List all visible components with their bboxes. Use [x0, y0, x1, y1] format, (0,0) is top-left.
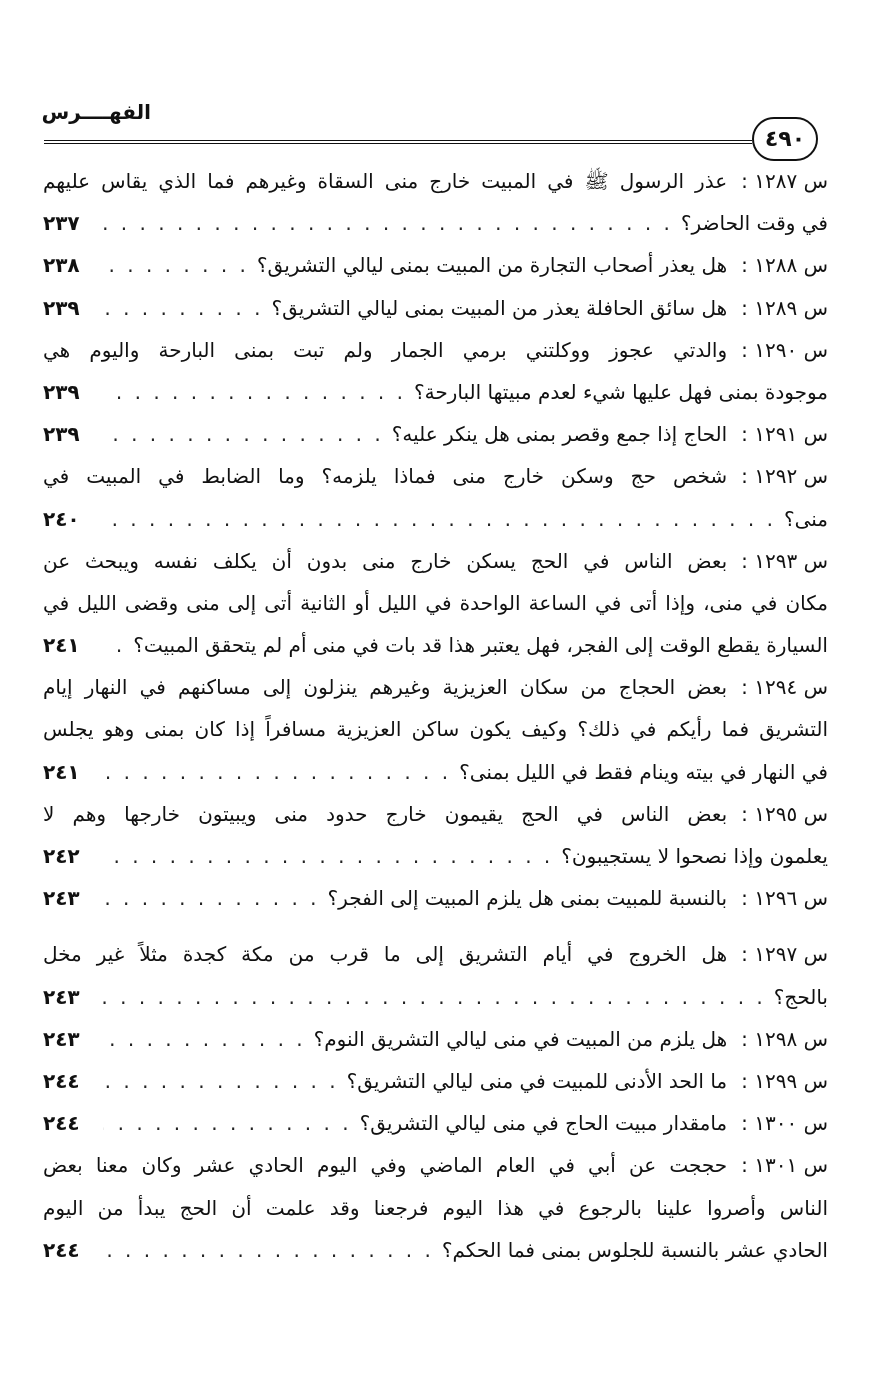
question-text: في وقت الحاضر؟: [680, 211, 828, 236]
question-number: س ١٢٩٩ :: [741, 1068, 828, 1093]
question-text: مامقدار مبيت الحاج في منى ليالي التشريق؟: [359, 1111, 728, 1136]
page-reference: ٢٣٨: [43, 253, 80, 278]
entry-line: [43, 708, 828, 750]
entry-line: [43, 933, 828, 975]
dot-leader: [103, 244, 249, 286]
index-entry: [43, 933, 828, 1017]
entry-line: [43, 202, 828, 244]
question-number: س ١٣٠٠ :: [741, 1111, 828, 1136]
question-number: س ١٢٩٠ :: [741, 337, 828, 362]
question-text: بعض الناس في الحج يقيمون خارج حدود منى ويبيتون خارجها وهم لا: [43, 801, 728, 826]
question-text: هل يلزم من المبيت في منى ليالي التشريق النوم؟: [313, 1026, 728, 1051]
entry-line: [43, 455, 828, 497]
header-divider: [44, 140, 752, 144]
question-text: الحاج إذا جمع وقصر بمنى هل ينكر عليه؟: [391, 422, 728, 447]
entry-line: [43, 413, 828, 455]
page-reference: ٢٤٢: [43, 844, 80, 868]
entry-line: [43, 624, 828, 666]
index-entry: [43, 287, 828, 329]
question-text: بعض الحجاج من سكان العزيزية وغيرهم ينزلون إلى مساكنهم في النهار إيام: [43, 675, 728, 700]
entry-line: [43, 1229, 828, 1271]
entry-line: [43, 371, 828, 413]
index-entry: [43, 160, 828, 244]
question-number: س ١٢٨٧ :: [741, 169, 828, 193]
question-text: التشريق فما رأيكم في ذلك؟ وكيف يكون ساكن العزيزية مسافراً إذا كان بمنى وهو يجلس: [43, 717, 828, 742]
page-reference: ٢٤٣: [43, 984, 80, 1009]
question-text: ما الحد الأدنى للمبيت في منى ليالي التشريق؟: [346, 1068, 728, 1093]
index-entry: [43, 877, 828, 919]
entry-line: [43, 751, 828, 793]
page-number-badge: ٤٩٠: [752, 117, 818, 161]
entry-line: [43, 498, 828, 540]
entry-line: [43, 1187, 828, 1229]
question-text: هل سائق الحافلة يعذر من المبيت بمنى ليالي التشريق؟: [271, 295, 728, 320]
question-number: س ١٢٩٤ :: [741, 675, 828, 700]
entry-line: [43, 1060, 828, 1102]
question-number: س ١٢٩١ :: [741, 422, 828, 447]
entry-line: [43, 976, 828, 1018]
page-reference: ٢٤٣: [43, 1026, 80, 1051]
index-entry: [43, 793, 828, 877]
dot-leader: [103, 624, 125, 666]
question-text: موجودة بمنى فهل عليها شيء لعدم مبيتها البارحة؟: [413, 379, 828, 404]
entry-line: [43, 1144, 828, 1186]
dot-leader: [103, 1102, 352, 1144]
page-reference: ٢٤٤: [43, 1111, 80, 1136]
index-entry: [43, 413, 828, 455]
page-reference: ٢٤٤: [43, 1068, 80, 1093]
page-reference: ٢٤٠: [43, 506, 80, 531]
entry-line: [43, 160, 828, 202]
question-text: بالحج؟: [773, 984, 828, 1009]
dot-leader: [103, 1018, 306, 1060]
running-header-title: الفهــــرس: [41, 100, 151, 124]
question-text: حججت عن أبي في العام الماضي وفي اليوم الحادي عشر وكان معنا بعض: [43, 1153, 728, 1178]
entry-line: [43, 835, 828, 877]
question-text: السيارة يقطع الوقت إلى الفجر، فهل يعتبر هذا قد بات في منى أم لم يتحقق المبيت؟: [133, 633, 828, 658]
question-text: في النهار في بيته وينام فقط في الليل بمنى؟: [459, 759, 828, 784]
question-text: عذر الرسول ﷺ في المبيت خارج منى السقاة وغيرهم فما الذي يقاس عليهم: [43, 169, 728, 193]
question-text: الحادي عشر بالنسبة للجلوس بمنى فما الحكم؟: [441, 1237, 828, 1262]
entry-line: [43, 244, 828, 286]
index-entry: [43, 1102, 828, 1144]
page-reference: ٢٣٧: [43, 211, 80, 236]
index-entry: [43, 666, 828, 793]
question-text: والدتي عجوز ووكلتني برمي الجمار ولم تبت بمنى البارحة واليوم هي: [43, 337, 728, 362]
page-reference: ٢٤١: [43, 759, 80, 784]
dot-leader: [103, 498, 776, 540]
entry-line: [43, 582, 828, 624]
question-text: مكان في منى، وإذا أتى في الساعة الواحدة في الليل أو الثانية أتى إلى منى وقضى الليل في: [43, 590, 828, 615]
page-reference: ٢٣٩: [43, 379, 80, 404]
dot-leader: [103, 835, 553, 877]
question-number: س ١٢٩٣ :: [741, 548, 828, 573]
question-text: هل الخروج في أيام التشريق إلى ما قرب من مكة كجدة مثلاً غير مخل: [43, 942, 728, 967]
dot-leader: [103, 371, 406, 413]
index-entries: [43, 160, 828, 1271]
question-text: هل يعذر أصحاب التجارة من المبيت بمنى ليالي التشريق؟: [256, 253, 728, 278]
index-entry: [43, 244, 828, 286]
question-number: س ١٢٨٩ :: [741, 295, 828, 320]
page-reference: ٢٤١: [43, 633, 80, 658]
dot-leader: [103, 413, 384, 455]
dot-leader: [103, 1229, 434, 1271]
dot-leader: [103, 976, 766, 1018]
entry-line: [43, 287, 828, 329]
question-text: بعض الناس في الحج يسكن خارج منى بدون أن يكلف نفسه ويبحث عن: [43, 548, 728, 573]
question-text: منى؟: [783, 506, 828, 531]
page-reference: ٢٣٩: [43, 295, 80, 320]
page-reference: ٢٤٤: [43, 1237, 80, 1262]
dot-leader: [103, 877, 320, 919]
index-entry: [43, 1060, 828, 1102]
index-entry: [43, 1018, 828, 1060]
index-entry: [43, 329, 828, 413]
question-number: س ١٢٩٥ :: [741, 801, 828, 826]
dot-leader: [103, 751, 451, 793]
entry-line: [43, 1018, 828, 1060]
question-number: س ١٢٩٦ :: [741, 886, 828, 911]
entry-line: [43, 540, 828, 582]
page-reference: ٢٣٩: [43, 422, 80, 447]
question-text: الناس وأصروا علينا بالرجوع في هذا اليوم فرجعنا وقد علمت أن الحج يبدأ من اليوم: [43, 1195, 828, 1220]
question-number: س ١٢٨٨ :: [741, 253, 828, 278]
question-text: بالنسبة للمبيت بمنى هل يلزم المبيت إلى الفجر؟: [327, 886, 728, 911]
dot-leader: [103, 202, 673, 244]
index-entry: [43, 540, 828, 667]
entry-line: [43, 329, 828, 371]
entry-line: [43, 793, 828, 835]
question-number: س ١٢٩٧ :: [741, 942, 828, 967]
question-number: س ١٣٠١ :: [741, 1153, 828, 1178]
entry-line: [43, 1102, 828, 1144]
dot-leader: [103, 1060, 339, 1102]
entry-line: [43, 666, 828, 708]
question-text: شخص حج وسكن خارج منى فماذا يلزمه؟ وما الضابط في المبيت في: [43, 464, 728, 489]
question-text: يعلمون وإذا نصحوا لا يستجيبون؟: [561, 844, 828, 868]
page-reference: ٢٤٣: [43, 886, 80, 911]
entry-line: [43, 877, 828, 919]
dot-leader: [103, 287, 263, 329]
question-number: س ١٢٩٢ :: [741, 464, 828, 489]
index-entry: [43, 455, 828, 539]
question-number: س ١٢٩٨ :: [741, 1026, 828, 1051]
index-entry: [43, 1144, 828, 1271]
